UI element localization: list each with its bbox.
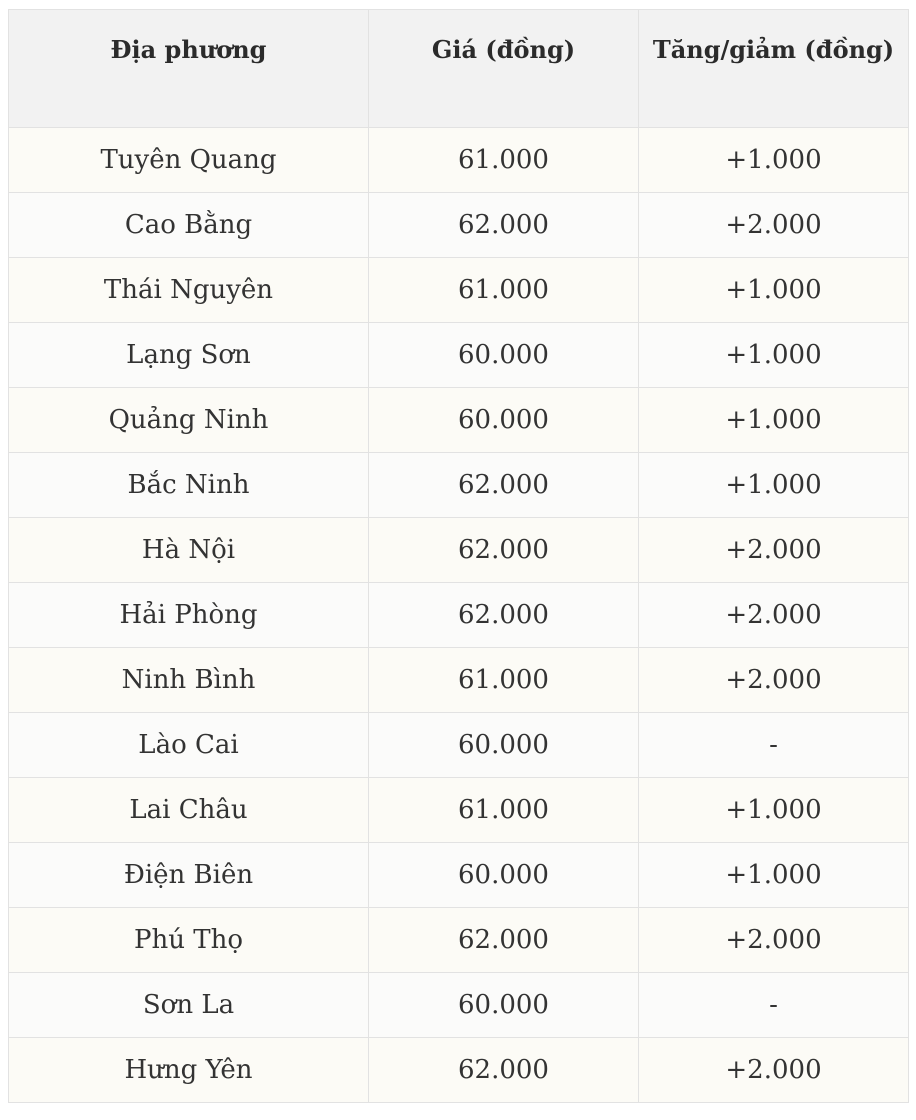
cell-location: Bắc Ninh xyxy=(9,453,369,518)
table-row xyxy=(9,193,909,258)
cell-price: 62.000 xyxy=(369,193,639,258)
cell-change: +1.000 xyxy=(639,258,909,323)
cell-change: +2.000 xyxy=(639,908,909,973)
table-header xyxy=(9,10,909,128)
table-row xyxy=(9,388,909,453)
cell-price: 60.000 xyxy=(369,323,639,388)
cell-location: Lào Cai xyxy=(9,713,369,778)
table-row xyxy=(9,843,909,908)
table-row xyxy=(9,323,909,388)
table-row xyxy=(9,453,909,518)
cell-location: Hải Phòng xyxy=(9,583,369,648)
cell-change: +2.000 xyxy=(639,518,909,583)
table-row xyxy=(9,258,909,323)
cell-price: 60.000 xyxy=(369,713,639,778)
cell-price: 60.000 xyxy=(369,843,639,908)
table-row xyxy=(9,908,909,973)
cell-location: Hưng Yên xyxy=(9,1038,369,1103)
cell-price: 60.000 xyxy=(369,388,639,453)
cell-price: 62.000 xyxy=(369,583,639,648)
cell-price: 61.000 xyxy=(369,778,639,843)
header-change: Tăng/giảm (đồng) xyxy=(639,10,909,128)
price-table-container xyxy=(8,9,908,1103)
table-row xyxy=(9,648,909,713)
table-body xyxy=(9,128,909,1103)
cell-price: 60.000 xyxy=(369,973,639,1038)
cell-location: Sơn La xyxy=(9,973,369,1038)
cell-change: - xyxy=(639,713,909,778)
header-row xyxy=(9,10,909,128)
cell-price: 61.000 xyxy=(369,128,639,193)
cell-price: 61.000 xyxy=(369,258,639,323)
table-row xyxy=(9,713,909,778)
cell-location: Quảng Ninh xyxy=(9,388,369,453)
header-price: Giá (đồng) xyxy=(369,10,639,128)
table-row xyxy=(9,778,909,843)
cell-location: Hà Nội xyxy=(9,518,369,583)
cell-change: +2.000 xyxy=(639,648,909,713)
cell-location: Tuyên Quang xyxy=(9,128,369,193)
cell-change: +1.000 xyxy=(639,128,909,193)
cell-change: +1.000 xyxy=(639,388,909,453)
cell-price: 62.000 xyxy=(369,518,639,583)
cell-change: +1.000 xyxy=(639,323,909,388)
table-row xyxy=(9,128,909,193)
cell-location: Điện Biên xyxy=(9,843,369,908)
cell-price: 62.000 xyxy=(369,453,639,518)
cell-change: +2.000 xyxy=(639,583,909,648)
cell-location: Phú Thọ xyxy=(9,908,369,973)
table-row xyxy=(9,1038,909,1103)
cell-change: +1.000 xyxy=(639,453,909,518)
cell-location: Ninh Bình xyxy=(9,648,369,713)
table-row xyxy=(9,973,909,1038)
cell-change: - xyxy=(639,973,909,1038)
cell-location: Thái Nguyên xyxy=(9,258,369,323)
header-location: Địa phương xyxy=(9,10,369,128)
cell-change: +1.000 xyxy=(639,843,909,908)
cell-location: Cao Bằng xyxy=(9,193,369,258)
cell-location: Lạng Sơn xyxy=(9,323,369,388)
cell-price: 62.000 xyxy=(369,908,639,973)
cell-price: 62.000 xyxy=(369,1038,639,1103)
table-row xyxy=(9,583,909,648)
cell-change: +2.000 xyxy=(639,1038,909,1103)
table-row xyxy=(9,518,909,583)
cell-price: 61.000 xyxy=(369,648,639,713)
cell-change: +1.000 xyxy=(639,778,909,843)
cell-change: +2.000 xyxy=(639,193,909,258)
cell-location: Lai Châu xyxy=(9,778,369,843)
price-table xyxy=(8,9,909,1103)
